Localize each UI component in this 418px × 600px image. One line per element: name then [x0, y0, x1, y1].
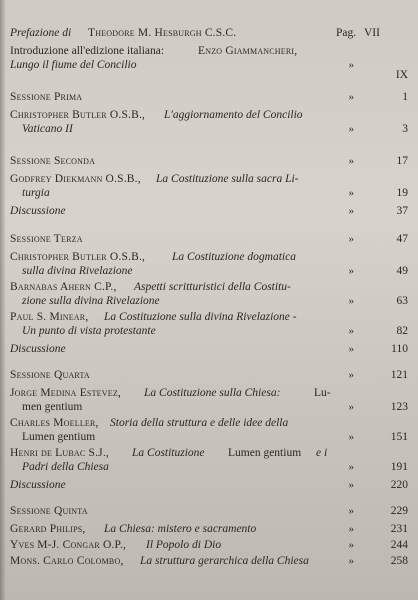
entry-title: La Costituzione: [132, 447, 205, 459]
entry-author: Godfrey Diekmann O.S.B.,: [10, 173, 141, 185]
entry-title-cont: sulla divina Rivelazione: [22, 265, 133, 277]
page-marker: »: [348, 325, 354, 337]
toc-entry-line1: [0, 172, 418, 186]
entry-title-cont: Lumen gentium: [22, 431, 96, 443]
page-marker: »: [348, 91, 354, 103]
page-marker: »: [348, 205, 354, 217]
entry-author: Henri de Lubac S.J.,: [10, 447, 110, 459]
page-number: 110: [391, 343, 408, 355]
session-heading: [0, 504, 418, 518]
entry-title-cont: turgia: [22, 187, 50, 199]
toc-entry-line2: [0, 264, 418, 278]
toc-entry-line1: [0, 250, 418, 264]
session-heading: [0, 154, 418, 168]
page-number: 19: [396, 187, 408, 199]
toc-entry-line2: [0, 430, 418, 444]
entry-author: Charles Moeller,: [10, 417, 99, 429]
page-marker: »: [348, 505, 354, 517]
toc-entry-discussion: [0, 478, 418, 492]
entry-title: La Costituzione sulla Chiesa:: [144, 387, 281, 399]
toc-entry-line1: [0, 446, 418, 460]
session-name: Sessione Seconda: [10, 155, 96, 167]
toc-entry-preface: [0, 26, 418, 40]
session-name: Sessione Terza: [10, 233, 83, 245]
entry-author: Gerard Philips,: [10, 523, 86, 535]
page-number: 121: [390, 369, 408, 381]
toc-entry-line1: [0, 522, 418, 536]
page-prefix: Pag.: [336, 27, 357, 39]
entry-title: e i: [316, 447, 328, 459]
entry-title: L'aggiornamento del Concilio: [164, 109, 303, 121]
preface-author: Theodore M. Hesburgh C.S.C.: [88, 27, 237, 39]
toc-entry-discussion: [0, 204, 418, 218]
toc-entry-intro-line1: [0, 44, 418, 58]
session-heading: [0, 368, 418, 382]
page-number: 244: [390, 539, 408, 551]
page-number: 1: [402, 91, 408, 103]
toc-entry-line1: [0, 108, 418, 122]
intro-label: Introduzione all'edizione italiana:: [10, 45, 165, 57]
entry-title: La struttura gerarchica della Chiesa: [140, 555, 309, 567]
entry-title-cont: Un punto di vista protestante: [22, 325, 156, 337]
toc-entry-line2: [0, 294, 418, 308]
session-name: Sessione Prima: [10, 91, 83, 103]
page-marker: »: [348, 479, 354, 491]
page-marker: »: [348, 343, 354, 355]
toc-entry-line2: [0, 400, 418, 414]
page-number: 63: [396, 295, 408, 307]
entry-author: Jorge Medina Estevez,: [10, 387, 121, 399]
discussion-label: Discussione: [10, 479, 66, 491]
toc-entry-line2: [0, 186, 418, 200]
page-marker: »: [348, 295, 354, 307]
page-marker: »: [348, 539, 354, 551]
page-marker: »: [348, 523, 354, 535]
toc-entry-line1: [0, 416, 418, 430]
page-number: 17: [396, 155, 408, 167]
page-number: 49: [396, 265, 408, 277]
page-number: 231: [390, 523, 408, 535]
toc-entry-line2: [0, 122, 418, 136]
toc-entry-line1: [0, 280, 418, 294]
entry-title: Aspetti scritturistici della Costitu-: [134, 281, 291, 293]
page-number: VII: [364, 27, 380, 39]
page-marker: »: [348, 123, 354, 135]
page-marker: »: [348, 555, 354, 567]
page-marker: »: [348, 187, 354, 199]
page-number: 47: [396, 233, 408, 245]
page-marker: »: [348, 401, 354, 413]
discussion-label: Discussione: [10, 343, 66, 355]
entry-title-cont: men gentium: [22, 401, 83, 413]
entry-author: Paul S. Minear,: [10, 311, 89, 323]
session-heading: [0, 90, 418, 104]
page-number: 123: [390, 401, 408, 413]
entry-title: La Costituzione sulla divina Rivelazione -: [104, 311, 297, 323]
page-number: 3: [402, 123, 408, 135]
entry-title: La Costituzione sulla sacra Li-: [156, 173, 299, 185]
page-number: 82: [396, 325, 408, 337]
page-marker: »: [348, 431, 354, 443]
discussion-label: Discussione: [10, 205, 66, 217]
entry-title-cont: Padri della Chiesa: [22, 461, 109, 473]
entry-author: Barnabas Ahern C.P.,: [10, 281, 117, 293]
page-number: IX: [395, 69, 408, 81]
entry-author: Christopher Butler O.S.B.,: [10, 251, 146, 263]
entry-author: Yves M-J. Congar O.P.,: [10, 539, 127, 551]
entry-title: La Costituzione dogmatica: [172, 251, 296, 263]
entry-title-cont: zione sulla divina Rivelazione: [22, 295, 160, 307]
toc-entry-intro-line2: [0, 58, 418, 81]
session-name: Sessione Quinta: [10, 505, 88, 517]
page-marker: »: [348, 233, 354, 245]
toc-entry-line2: [0, 460, 418, 474]
entry-title-cont: Vaticano II: [22, 123, 73, 135]
preface-label: Prefazione di: [10, 27, 72, 39]
entry-author: Christopher Butler O.S.B.,: [10, 109, 146, 121]
page-marker: »: [348, 155, 354, 167]
session-heading: [0, 232, 418, 246]
entry-title: Storia della struttura e delle idee della: [110, 417, 289, 429]
toc-entry-discussion: [0, 342, 418, 356]
page-number: 229: [390, 505, 408, 517]
page-number: 258: [390, 555, 408, 567]
entry-author: Mons. Carlo Colombo,: [10, 555, 124, 567]
page-marker: »: [348, 265, 354, 277]
session-name: Sessione Quarta: [10, 369, 90, 381]
entry-title-roman: Lu-: [314, 387, 331, 399]
toc-entry-line2: [0, 324, 418, 338]
intro-author: Enzo Giammancheri,: [198, 45, 298, 57]
toc-entry-line1: [0, 386, 418, 400]
intro-title: Lungo il fiume del Concilio: [10, 59, 137, 71]
page-number: 191: [390, 461, 408, 473]
page-marker: »: [348, 461, 354, 473]
page-marker: »: [348, 369, 354, 381]
entry-title-roman: Lumen gentium: [228, 447, 302, 459]
toc-entry-line1: [0, 554, 418, 568]
entry-title: Il Popolo di Dio: [146, 539, 222, 551]
page-number: 220: [390, 479, 408, 491]
page-number: 37: [396, 205, 408, 217]
page-number: 151: [390, 431, 408, 443]
toc-entry-line1: [0, 538, 418, 552]
toc-entry-line1: [0, 310, 418, 324]
page-marker: »: [348, 59, 354, 71]
entry-title: La Chiesa: mistero e sacramento: [104, 523, 257, 535]
